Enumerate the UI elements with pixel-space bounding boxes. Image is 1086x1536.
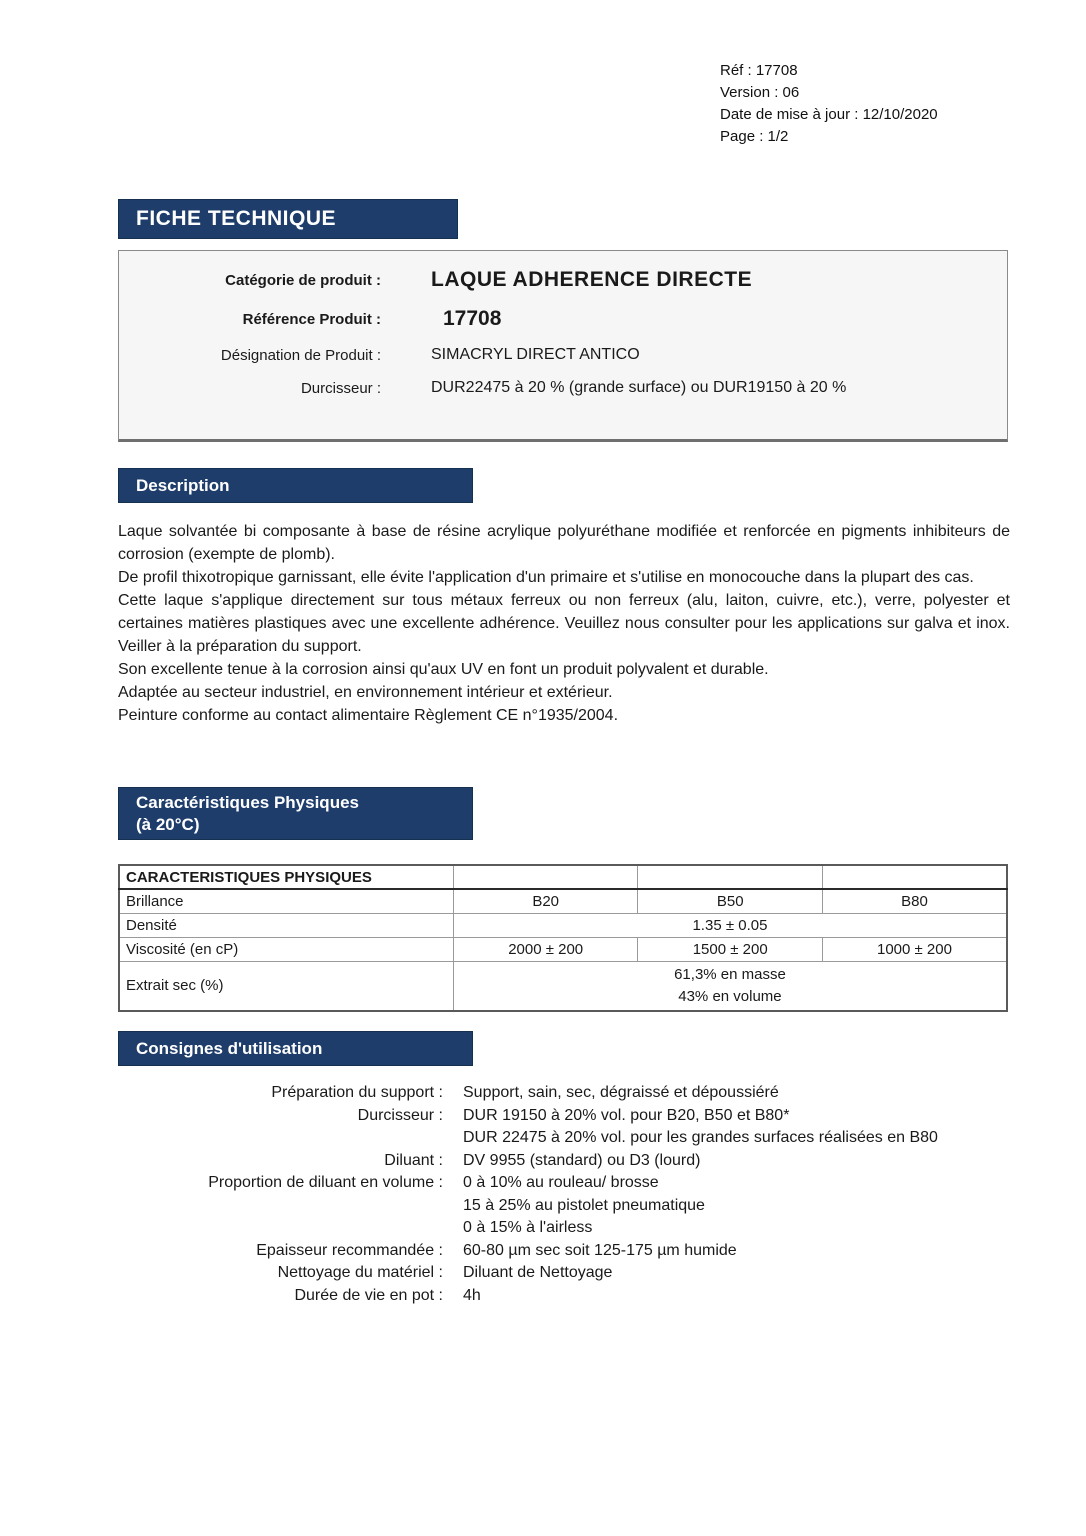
usage-value: DUR 19150 à 20% vol. pour B20, B50 et B80* — [463, 1106, 790, 1124]
usage-value: 4h — [463, 1286, 481, 1304]
document-meta — [720, 60, 938, 148]
product-hardener-value: DUR22475 à 20 % (grande surface) ou DUR19150 à 20 % — [431, 379, 847, 396]
description-paragraph: Adaptée au secteur industriel, en environnement intérieur et extérieur. — [118, 684, 613, 701]
table-cell: 1500 ± 200 — [638, 937, 823, 961]
usage-value: 0 à 10% au rouleau/ brosse — [463, 1174, 659, 1191]
description-title: Description — [136, 475, 230, 495]
usage-row — [118, 1240, 1010, 1263]
table-row-densite — [119, 913, 1007, 937]
product-hardener-label: Durcisseur : — [300, 379, 381, 397]
product-designation-label: Désignation de Produit : — [220, 346, 381, 364]
usage-value: DV 9955 (standard) ou D3 (lourd) — [463, 1151, 701, 1169]
table-header-cell — [822, 865, 1007, 889]
product-category-value: LAQUE ADHERENCE DIRECTE — [431, 268, 753, 291]
usage-row — [118, 1195, 1010, 1218]
usage-title: Consignes d'utilisation — [136, 1038, 323, 1058]
meta-version: Version : 06 — [720, 84, 800, 101]
usage-value: Support, sain, sec, dégraissé et dépoussiéré — [463, 1084, 779, 1101]
usage-value: 0 à 15% à l'airless — [463, 1219, 593, 1236]
usage-row — [118, 1082, 1010, 1105]
usage-label: Diluant : — [384, 1151, 443, 1169]
usage-label: Proportion de diluant en volume : — [208, 1174, 443, 1191]
usage-instructions — [118, 1082, 1010, 1307]
table-cell: Densité — [119, 913, 453, 937]
page-title: FICHE TECHNIQUE — [136, 207, 337, 230]
extrait-sec-masse: 61,3% en masse — [674, 965, 786, 983]
table-header-cell — [453, 865, 638, 889]
description-paragraph: De profil thixotropique garnissant, elle évite l'application d'un primaire et s'utilise en monocouche dans la plupart des cas. — [118, 569, 974, 586]
usage-label: Durcisseur : — [357, 1106, 443, 1124]
usage-value: DUR 22475 à 20% vol. pour les grandes surfaces réalisées en B80 — [463, 1129, 938, 1146]
table-cell: 2000 ± 200 — [453, 937, 638, 961]
usage-label — [118, 1195, 443, 1218]
meta-page: Page : 1/2 — [720, 128, 789, 145]
table-row-brillance — [119, 889, 1007, 913]
description-body — [118, 520, 1010, 727]
usage-row — [118, 1150, 1010, 1173]
table-row-viscosite — [119, 937, 1007, 961]
usage-label: Durée de vie en pot : — [294, 1286, 443, 1304]
usage-label: Nettoyage du matériel : — [277, 1264, 443, 1281]
usage-label — [118, 1127, 443, 1150]
meta-ref: Réf : 17708 — [720, 62, 798, 79]
product-designation-row — [119, 346, 1007, 364]
usage-label — [118, 1217, 443, 1240]
table-row-extrait-sec — [119, 961, 1007, 1011]
usage-value: 60-80 µm sec soit 125-175 µm humide — [463, 1241, 737, 1259]
product-reference-value: 17708 — [443, 307, 502, 330]
table-cell: B20 — [453, 889, 638, 913]
usage-label: Epaisseur recommandée : — [256, 1241, 443, 1259]
product-identity-box — [118, 250, 1008, 442]
product-reference-label: Référence Produit : — [242, 310, 381, 328]
physical-characteristics-table — [118, 864, 1008, 1012]
table-cell — [453, 961, 1007, 1011]
table-cell: Extrait sec (%) — [119, 961, 453, 1011]
extrait-sec-volume: 43% en volume — [678, 987, 782, 1005]
table-header-cell — [638, 865, 823, 889]
description-paragraph: Peinture conforme au contact alimentaire Règlement CE n°1935/2004. — [118, 707, 619, 724]
table-cell: 1.35 ± 0.05 — [453, 913, 1007, 937]
table-header-row — [119, 865, 1007, 889]
usage-row — [118, 1262, 1010, 1285]
usage-value: Diluant de Nettoyage — [463, 1264, 613, 1281]
physical-title-line2: (à 20°C) — [136, 814, 200, 834]
table-cell: 1000 ± 200 — [822, 937, 1007, 961]
product-designation-value: SIMACRYL DIRECT ANTICO — [431, 346, 640, 363]
table-cell: Viscosité (en cP) — [119, 937, 453, 961]
description-paragraph: Laque solvantée bi composante à base de résine acrylique polyuréthane modifiée et renforcée en pigments inhibiteurs de corrosion (exempte de plomb). — [118, 523, 1010, 563]
usage-banner — [118, 1031, 473, 1066]
usage-row — [118, 1285, 1010, 1308]
table-cell: Brillance — [119, 889, 453, 913]
physical-characteristics-banner — [118, 787, 473, 840]
usage-label: Préparation du support : — [271, 1084, 443, 1101]
usage-row — [118, 1172, 1010, 1195]
title-banner — [118, 199, 458, 239]
table-cell: B80 — [822, 889, 1007, 913]
product-reference-row — [119, 307, 1007, 331]
product-category-row — [119, 268, 1007, 292]
description-banner — [118, 468, 473, 503]
product-category-label: Catégorie de produit : — [225, 271, 381, 289]
usage-row — [118, 1127, 1010, 1150]
usage-row — [118, 1217, 1010, 1240]
description-paragraph: Cette laque s'applique directement sur tous métaux ferreux ou non ferreux (alu, laiton, cuivre, etc.), verre, polyester et certaines matières plastiques avec une excellente adhérence. Veuillez nous consulter pour les applications sur galva et inox. Veiller à la préparation du support. — [118, 592, 1010, 655]
meta-date: Date de mise à jour : 12/10/2020 — [720, 106, 938, 123]
description-paragraph: Son excellente tenue à la corrosion ainsi qu'aux UV en font un produit polyvalent et durable. — [118, 661, 769, 678]
table-header-cell: CARACTERISTIQUES PHYSIQUES — [119, 865, 453, 889]
product-hardener-row — [119, 379, 1007, 397]
table-cell: B50 — [638, 889, 823, 913]
physical-title-line1: Caractéristiques Physiques — [136, 792, 359, 812]
usage-value: 15 à 25% au pistolet pneumatique — [463, 1196, 705, 1214]
usage-row — [118, 1105, 1010, 1128]
